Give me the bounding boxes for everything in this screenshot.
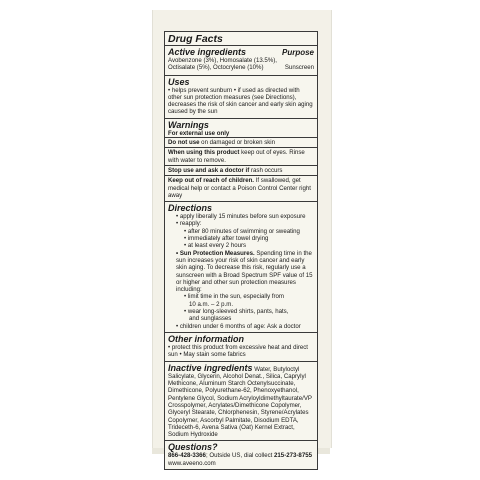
when-using-label: When using this product (168, 149, 240, 157)
directions-line-2: • reapply: (176, 220, 202, 228)
active-ingredients-section (165, 32, 317, 76)
directions-line-7: • wear long-sleeved shirts, pants, hats, (184, 308, 289, 316)
stop-use-label: Stop use and ask a doctor if (168, 166, 250, 174)
sun-protection-label: • Sun Protection Measures. (176, 249, 255, 257)
directions-line-8: • children under 6 months of age: Ask a doctor (176, 322, 301, 330)
external-use-text: For external use only (168, 129, 230, 137)
when-using-text: keep out of eyes. Rinse with water to remove. (168, 149, 305, 164)
directions-line-1: • apply liberally 15 minutes before sun exposure (176, 213, 306, 221)
drug-facts-title: Drug Facts (168, 33, 223, 45)
drug-facts-panel (164, 31, 318, 470)
uses-text: • helps prevent sunburn • if used as directed with other sun protection measures (see Directions), decreases the risk of skin cancer and early skin aging caused by the sun (168, 86, 313, 116)
keep-out-label: Keep out of reach of children. (168, 177, 254, 185)
directions-line-6: • limit time in the sun, especially from (184, 293, 285, 301)
sun-protection-text: Spending time in the sun increases your risk of skin cancer and early skin aging. To decrease this risk, regularly use a sunscreen with a Broad Spectrum SPF value of 15 or higher and other sun protection measures including: (176, 249, 313, 294)
directions-line-4: • immediately after towel drying (184, 235, 269, 243)
phone-line (168, 452, 314, 459)
website-text: www.aveeno.com (168, 459, 216, 467)
collect-phone-number: 215-273-8755 (274, 452, 312, 460)
stop-use-text: rash occurs (249, 166, 283, 174)
questions-heading: Questions? (168, 442, 218, 453)
directions-line-7b: and sunglasses (189, 315, 232, 323)
directions-heading: Directions (168, 203, 213, 214)
when-using-row (165, 147, 317, 165)
inactive-ingredients-text: Water, Butyloctyl Salicylate, Glycerin, Alcohol Denat., Silica, Caprylyl Methicone, Aluminum Starch Octenylsuccinate, Dimethicone, Polyurethane-62, Phenoxyethanol, Pentylene Glycol, Sodium Acryloyldimethyltaurate/VP Crosspolymer, Acrylates/Dimethicone Copolymer, Glyceryl Stearate, Chlorphenesin, Styrene/Acrylates Copolymer, Ascorbyl Palmitate, Disodium EDTA, Trideceth-6, Avena Sativa (Oat) Kernel Extract, Sodium Hydroxide (168, 365, 312, 439)
outside-us-text: ; Outside US, dial collect (205, 452, 275, 460)
warnings-heading: Warnings (168, 119, 209, 130)
keep-out-row (165, 175, 317, 200)
directions-line-3: • after 80 minutes of swimming or sweating (184, 227, 300, 235)
purpose-value: Sunscreen (284, 64, 314, 72)
active-ingredients-line-2: Octisalate (5%), Octocrylene (10%) (168, 64, 264, 72)
other-information-heading: Other information (168, 333, 244, 344)
warnings-section (165, 119, 317, 202)
active-ingredients-heading: Active ingredients (168, 47, 247, 57)
do-not-use-text: on damaged or broken skin (199, 139, 276, 147)
directions-line-6b: 10 a.m. – 2 p.m. (189, 300, 234, 308)
other-information-text: • protect this product from excessive heat and direct sun • May stain some fabrics (168, 343, 308, 359)
questions-section (165, 441, 317, 469)
active-ingredients-line-1: Avobenzone (3%), Homosalate (13.5%), (168, 57, 277, 64)
do-not-use-row (165, 137, 317, 147)
do-not-use-label: Do not use (168, 139, 200, 147)
purpose-heading: Purpose (281, 48, 314, 57)
other-information-section (165, 333, 317, 362)
keep-out-text: If swallowed, get medical help or contact a Poison Control Center right away (168, 177, 311, 199)
uses-heading: Uses (168, 76, 190, 87)
directions-line-5: • at least every 2 hours (184, 242, 247, 250)
inactive-ingredients-section (165, 362, 317, 442)
inactive-ingredients-heading: Inactive ingredients (168, 362, 253, 373)
stop-use-row (165, 165, 317, 175)
sun-protection-paragraph (168, 250, 314, 294)
phone-number: 866-428-3366 (168, 452, 206, 460)
uses-section (165, 76, 317, 119)
directions-section (165, 202, 317, 333)
